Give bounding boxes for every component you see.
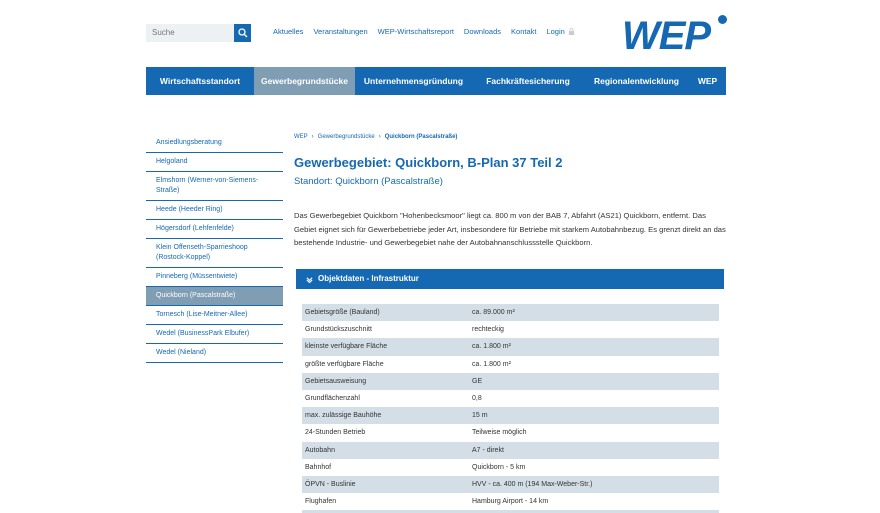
- main-nav: [146, 67, 726, 95]
- breadcrumb-chevron-icon: ›: [311, 134, 314, 140]
- breadcrumb: [294, 134, 457, 140]
- nav-regionalentwicklung[interactable]: Regionalentwicklung: [593, 76, 679, 86]
- table-value: ca. 1.800 m²: [472, 343, 511, 351]
- sidebar-item-hoegersdorf[interactable]: Högersdorf (Lehfenfelde): [146, 220, 283, 239]
- table-key: Gebietsausweisung: [305, 377, 367, 385]
- sidebar-item-elmshorn[interactable]: Elmshorn (Werner-von-Siemens-Straße): [146, 172, 283, 201]
- breadcrumb-section[interactable]: Gewerbegrundstücke: [317, 134, 375, 140]
- sidebar-item-pinneberg[interactable]: Pinneberg (Müssentwiete): [146, 268, 283, 287]
- objektdaten-table: [302, 304, 719, 513]
- table-value: A7 - direkt: [472, 446, 504, 454]
- table-row: [302, 424, 719, 441]
- page-title: Gewerbegebiet: Quickborn, B-Plan 37 Teil 2: [294, 155, 563, 170]
- table-key: Flughafen: [305, 498, 337, 506]
- table-value: 15 m: [472, 412, 488, 420]
- table-row: [302, 407, 719, 424]
- sidebar-item-helgoland[interactable]: Helgoland: [146, 153, 283, 172]
- sidebar-item-heede[interactable]: Heede (Heeder Ring): [146, 201, 283, 220]
- table-row: [302, 459, 719, 476]
- link-kontakt[interactable]: Kontakt: [511, 27, 537, 36]
- table-key: Grundflächenzahl: [305, 395, 360, 403]
- table-key: größte verfügbare Fläche: [305, 360, 384, 368]
- table-key: Bahnhof: [305, 463, 332, 471]
- table-row: [302, 390, 719, 407]
- table-value: Quickborn - 5 km: [472, 463, 526, 471]
- table-value: HVV - ca. 400 m (194 Max-Weber-Str.): [472, 480, 593, 488]
- accordion-label: Objektdaten - Infrastruktur: [318, 274, 419, 283]
- table-row: [302, 321, 719, 338]
- sidebar-item-klein-offenseth[interactable]: Klein Offenseth-Sparrieshoop (Rostock-Koppel): [146, 239, 283, 268]
- table-row: [302, 304, 719, 321]
- link-veranstaltungen[interactable]: Veranstaltungen: [313, 27, 368, 36]
- nav-gewerbegrundstuecke[interactable]: Gewerbegrundstücke: [254, 67, 355, 95]
- table-value: ca. 1.800 m²: [472, 360, 511, 368]
- table-row: [302, 338, 719, 355]
- top-links: [273, 27, 575, 36]
- table-key: kleinste verfügbare Fläche: [305, 343, 388, 351]
- sidebar-item-wedel-nieland[interactable]: Wedel (Nieland): [146, 344, 283, 363]
- table-key: Autobahn: [305, 446, 335, 454]
- login-link[interactable]: [546, 27, 574, 36]
- nav-unternehmensgruendung[interactable]: Unternehmensgründung: [363, 76, 464, 86]
- table-value: Teilweise möglich: [472, 429, 527, 437]
- table-value: GE: [472, 377, 483, 385]
- search-button[interactable]: [234, 24, 251, 42]
- logo-text: WEP: [622, 14, 711, 58]
- lock-icon: [568, 28, 575, 35]
- table-row: [302, 476, 719, 493]
- table-value: rechteckig: [472, 326, 504, 334]
- table-value: 0,8: [472, 395, 482, 403]
- table-key: ÖPVN - Buslinie: [305, 480, 356, 488]
- table-value: ca. 89.000 m²: [472, 309, 515, 317]
- nav-wirtschaftsstandort[interactable]: Wirtschaftsstandort: [159, 76, 241, 86]
- table-row: [302, 373, 719, 390]
- sidebar-item-ansiedlungsberatung[interactable]: Ansiedlungsberatung: [146, 134, 283, 153]
- accordion-objektdaten[interactable]: [296, 269, 724, 289]
- chevron-down-icon: [306, 276, 313, 283]
- search-icon: [238, 28, 248, 38]
- sidebar-item-tornesch[interactable]: Tornesch (Lise-Meitner-Allee): [146, 306, 283, 325]
- wep-logo[interactable]: [622, 14, 728, 58]
- intro-text: Das Gewerbegebiet Quickborn "Hohenbecksmoor" liegt ca. 800 m von der BAB 7, Abfahrt (AS21) Quickborn, entfernt. Das Gebiet eignet sich für Gewerbebetriebe jeder Art, insbesondere für Betriebe mit starkem Autobahnbezug. Es grenzt direkt an das bestehende Industrie- und Gewerbegebiet nahe der Autobahnanschlussstelle Quickborn.: [294, 211, 726, 247]
- table-key: Grundstückszuschnitt: [305, 326, 372, 334]
- breadcrumb-chevron-icon: ›: [378, 134, 381, 140]
- nav-wep[interactable]: WEP: [697, 76, 718, 86]
- page-subtitle: Standort: Quickborn (Pascalstraße): [294, 176, 443, 187]
- link-wirtschaftsreport[interactable]: WEP-Wirtschaftsreport: [377, 27, 454, 36]
- sidebar-item-quickborn[interactable]: Quickborn (Pascalstraße): [146, 287, 283, 306]
- table-key: max. zulässige Bauhöhe: [305, 412, 382, 420]
- table-key: 24-Stunden Betrieb: [305, 429, 366, 437]
- search-input[interactable]: [146, 24, 234, 42]
- table-value: Hamburg Airport - 14 km: [472, 498, 549, 506]
- sidebar: [146, 134, 283, 363]
- link-aktuelles[interactable]: Aktuelles: [273, 27, 304, 36]
- table-row: [302, 356, 719, 373]
- nav-fachkraeftesicherung[interactable]: Fachkräftesicherung: [486, 76, 570, 86]
- breadcrumb-current: Quickborn (Pascalstraße): [384, 134, 458, 140]
- sidebar-item-wedel-businesspark[interactable]: Wedel (BusinessPark Elbufer): [146, 325, 283, 344]
- logo-dot: [718, 15, 727, 24]
- table-key: Gebietsgröße (Bauland): [305, 309, 380, 317]
- table-row: [302, 493, 719, 510]
- table-row: [302, 442, 719, 459]
- login-label: Login: [546, 27, 565, 36]
- breadcrumb-home[interactable]: WEP: [294, 134, 308, 140]
- link-downloads[interactable]: Downloads: [463, 27, 502, 36]
